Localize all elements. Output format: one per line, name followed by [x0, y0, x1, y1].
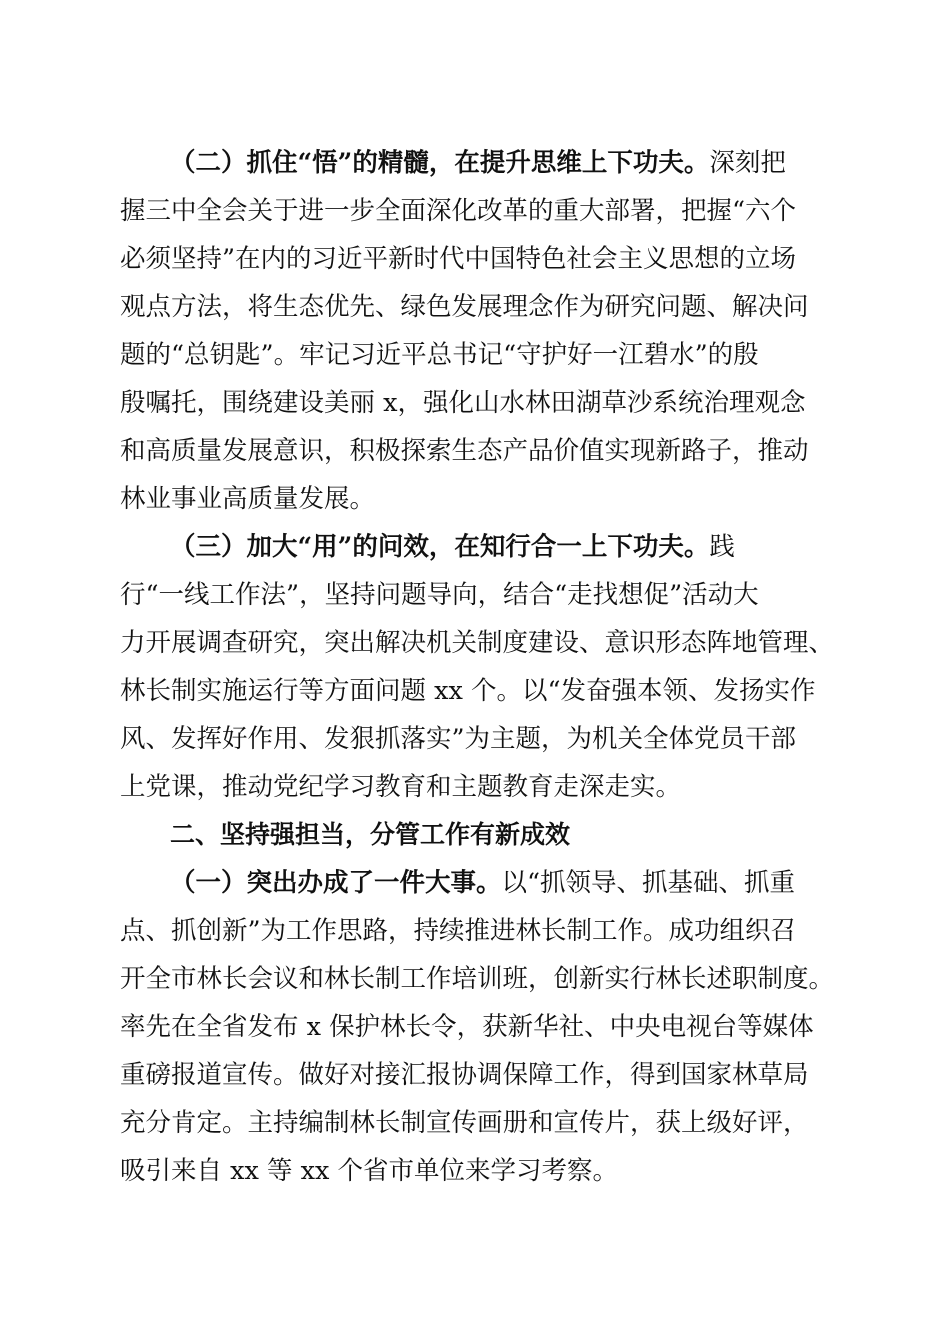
paragraph-3-line-6: 上党课，推动党纪学习教育和主题教育走深走实。	[120, 772, 682, 802]
paragraph-4-line-1	[170, 868, 796, 898]
paragraph-2-line-2: 握三中全会关于进一步全面深化改革的重大部署，把握“六个	[120, 196, 797, 226]
subheading-3: （三）加大“用”的问效，在知行合一上下功夫。	[170, 532, 710, 562]
paragraph-2-line-7: 和高质量发展意识，积极探索生态产品价值实现新路子，推动	[120, 436, 809, 466]
paragraph-2-line-3: 必须坚持”在内的习近平新时代中国特色社会主义思想的立场	[120, 244, 797, 274]
subheading-4: （一）突出办成了一件大事。	[170, 868, 502, 898]
subheading-2: （二）抓住“悟”的精髓，在提升思维上下功夫。	[170, 148, 710, 178]
paragraph-4-line-2: 点、抓创新”为工作思路，持续推进林长制工作。成功组织召	[120, 916, 797, 946]
section-heading: 二、坚持强担当，分管工作有新成效	[170, 820, 571, 849]
paragraph-4-line-5: 重磅报道宣传。做好对接汇报协调保障工作，得到国家林草局	[120, 1060, 809, 1090]
paragraph-3-line-4: 林长制实施运行等方面问题 xx 个。以“发奋强本领、发扬实作	[120, 676, 816, 706]
paragraph-3-line-5: 风、发挥好作用、发狠抓落实”为主题，为机关全体党员干部	[120, 724, 797, 754]
paragraph-4-line-7: 吸引来自 xx 等 xx 个省市单位来学习考察。	[120, 1156, 618, 1186]
paragraph-3-line-1	[170, 532, 735, 562]
paragraph-2-line-4: 观点方法，将生态优先、绿色发展理念作为研究问题、解决问	[120, 292, 809, 322]
paragraph-3-line-3: 力开展调查研究，突出解决机关制度建设、意识形态阵地管理、	[120, 628, 835, 658]
paragraph-4-line-4: 率先在全省发布 x 保护林长令，获新华社、中央电视台等媒体	[120, 1012, 814, 1042]
paragraph-2-line-1	[170, 148, 786, 178]
paragraph-2-line-8: 林业事业高质量发展。	[120, 484, 376, 514]
paragraph-4-line-3: 开全市林长会议和林长制工作培训班，创新实行林长述职制度。	[120, 964, 835, 994]
paragraph-4-line-6: 充分肯定。主持编制林长制宣传画册和宣传片，获上级好评，	[120, 1108, 809, 1138]
paragraph-2-line-5: 题的“总钥匙”。牢记习近平总书记“守护好一江碧水”的殷	[120, 340, 759, 370]
body-text: 深刻把	[709, 148, 786, 178]
body-text: 践	[709, 532, 735, 562]
body-text: 以“抓领导、抓基础、抓重	[501, 868, 796, 898]
paragraph-2-line-6: 殷嘱托，围绕建设美丽 x，强化山水林田湖草沙系统治理观念	[120, 388, 806, 418]
paragraph-3-line-2: 行“一线工作法”，坚持问题导向，结合“走找想促”活动大	[120, 580, 759, 610]
